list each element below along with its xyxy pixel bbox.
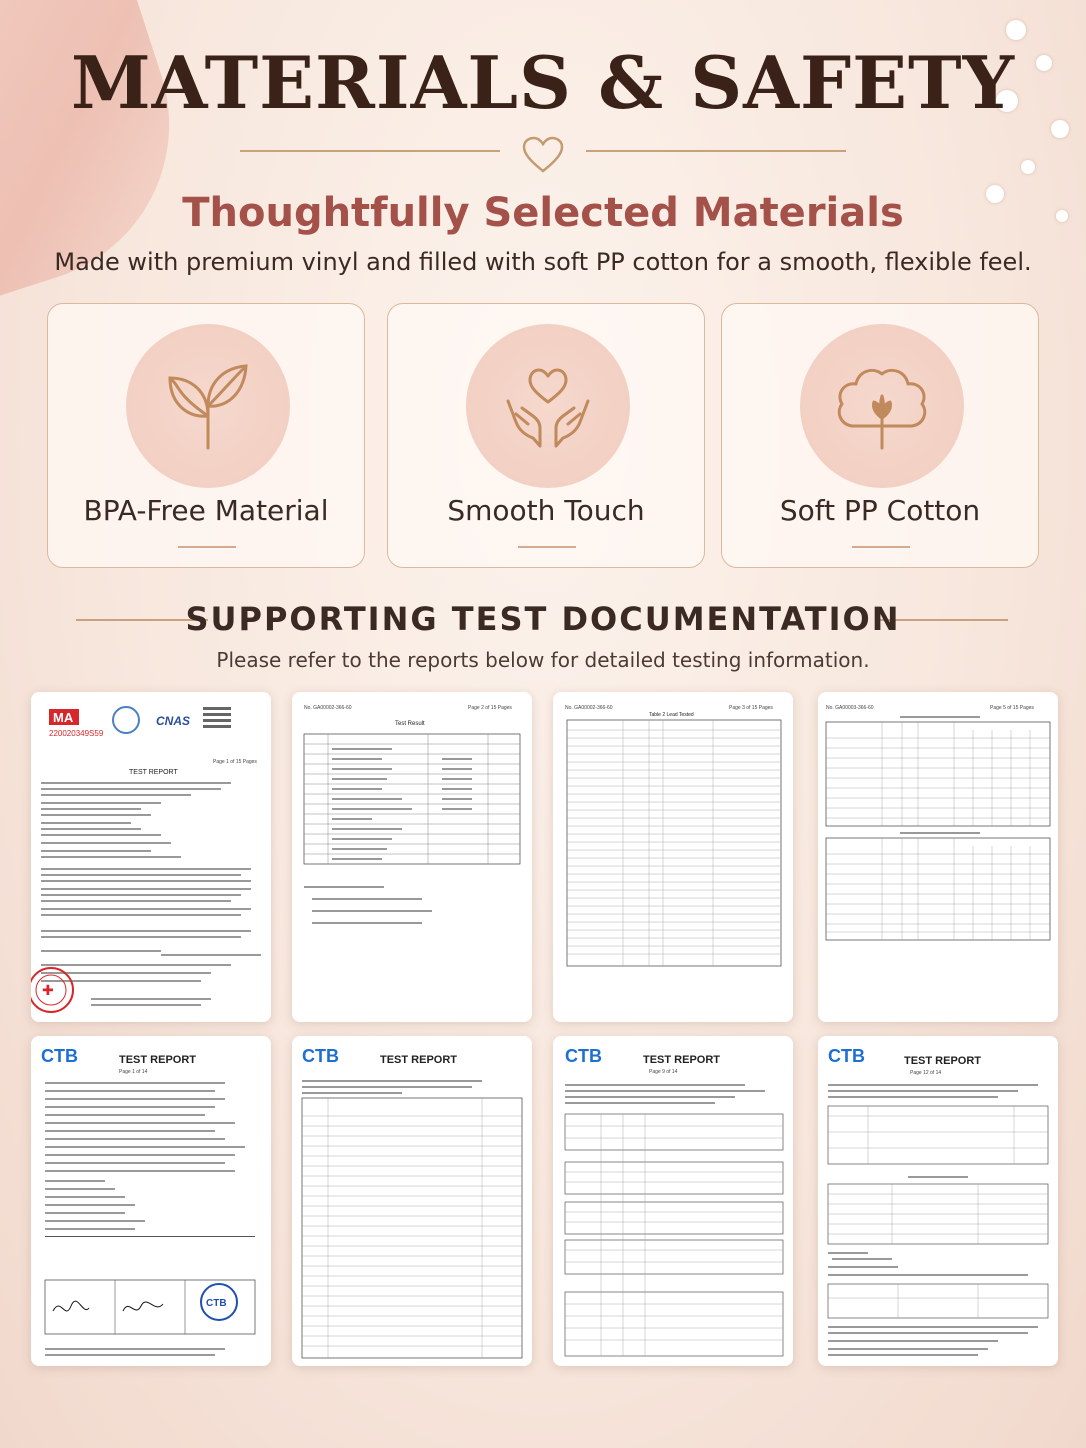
cma-mark: MA xyxy=(53,710,74,725)
label-underline xyxy=(178,546,236,548)
report-page: Page 3 of 15 Pages xyxy=(729,705,773,711)
title-divider-left xyxy=(240,150,500,152)
title-divider-right xyxy=(586,150,846,152)
report-heading: Test Result xyxy=(395,721,425,727)
cotton-icon xyxy=(832,356,932,456)
page-title: MATERIALS & SAFETY xyxy=(70,40,1016,125)
heart-icon xyxy=(521,135,565,175)
report-heading: TEST REPORT xyxy=(380,1054,458,1066)
tagline: Made with premium vinyl and filled with soft PP cotton for a smooth, flexible feel. xyxy=(54,248,1032,276)
test-report-thumbnail-3[interactable] xyxy=(553,692,793,1022)
test-report-thumbnail-8[interactable] xyxy=(818,1036,1058,1366)
ctb-logo: CTB xyxy=(565,1046,602,1066)
feature-label: Smooth Touch xyxy=(447,494,645,527)
report-number: No. GA00002-366-60 xyxy=(565,705,613,711)
report-heading: TEST REPORT xyxy=(904,1055,982,1067)
documentation-subheading: Please refer to the reports below for detailed testing information. xyxy=(216,648,870,672)
test-report-thumbnail-6[interactable] xyxy=(292,1036,532,1366)
test-report-thumbnail-4[interactable] xyxy=(818,692,1058,1022)
cma-code: 220020349S59 xyxy=(49,729,104,738)
report-heading: TEST REPORT xyxy=(643,1054,721,1066)
ctb-logo: CTB xyxy=(302,1046,339,1066)
leaf-icon xyxy=(158,356,258,456)
report-page: Page 1 of 15 Pages xyxy=(213,759,257,765)
feature-label: BPA-Free Material xyxy=(83,494,329,527)
ctb-seal: CTB xyxy=(206,1298,227,1309)
documentation-heading: SUPPORTING TEST DOCUMENTATION xyxy=(185,600,901,638)
test-report-thumbnail-5[interactable] xyxy=(31,1036,271,1366)
label-underline xyxy=(518,546,576,548)
feature-card-bpa-free xyxy=(47,303,365,568)
ctb-logo: CTB xyxy=(828,1046,865,1066)
report-page: Page 1 of 14 xyxy=(119,1069,148,1075)
test-report-thumbnail-1[interactable] xyxy=(31,692,271,1022)
feature-label: Soft PP Cotton xyxy=(779,494,981,527)
feature-card-soft-cotton xyxy=(721,303,1039,568)
hands-heart-icon xyxy=(498,356,598,456)
report-number: No. GA00002-366-60 xyxy=(304,705,352,711)
feature-card-smooth-touch xyxy=(387,303,705,568)
report-page: Page 12 of 14 xyxy=(910,1070,942,1076)
report-page: Page 5 of 15 Pages xyxy=(990,705,1034,711)
report-number: No. GA00003-366-60 xyxy=(826,705,874,711)
test-report-thumbnail-2[interactable] xyxy=(292,692,532,1022)
report-heading: TEST REPORT xyxy=(129,769,178,776)
svg-text:✚: ✚ xyxy=(42,983,54,999)
test-report-thumbnail-7[interactable] xyxy=(553,1036,793,1366)
cnas-logo: CNAS xyxy=(156,714,191,728)
ctb-logo: CTB xyxy=(41,1046,78,1066)
report-page: Page 9 of 14 xyxy=(649,1069,678,1075)
report-heading: Table 2 Lead Tested xyxy=(649,712,694,718)
label-underline xyxy=(852,546,910,548)
section-subtitle: Thoughtfully Selected Materials xyxy=(182,190,904,236)
report-page: Page 2 of 15 Pages xyxy=(468,705,512,711)
report-heading: TEST REPORT xyxy=(119,1054,197,1066)
